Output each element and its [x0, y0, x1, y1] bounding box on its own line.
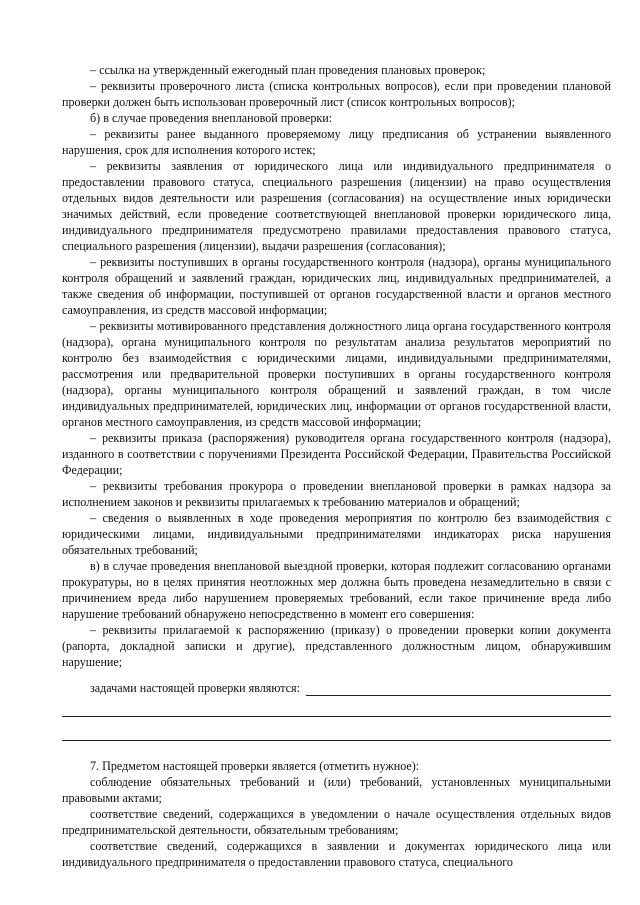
section7-item-application: соответствие сведений, содержащихся в заявлении и документах юридического лица или индивидуального предпринимателя о предоставлении правового статуса, специального: [62, 839, 611, 869]
paragraph-motivated-submission: – реквизиты мотивированного представления должностного лица органа государственного контроля (надзора), органа муниципального контроля по результатам анализа результатов мероприятий по контролю без взаимодействия с юридическими лицами, индивидуальными предпринимателями, рассмотрения или предварительной проверки поступивших в органы государственного контроля (надзора), органы муниципального контроля обращений и заявлений граждан, в том числе индивидуальных предпринимателей, юридических лиц, информации от органов государственной власти, органов местного самоуправления, из средств массовой информации;: [62, 319, 611, 429]
paragraph-prosecutor-demand: – реквизиты требования прокурора о проведении внеплановой проверки в рамках надзора за исполнением законов и реквизиты прилагаемых к требованию материалов и обращений;: [62, 479, 611, 509]
tasks-fill-line-2[interactable]: [62, 704, 611, 717]
paragraph-complaints: – реквизиты поступивших в органы государственного контроля (надзора), органы муниципального контроля обращений и заявлений граждан, юридических лиц, индивидуальных предпринимателей, а также сведения об информации, поступившей от органов государственной власти и органов местного самоуправления, из средств массовой информации;: [62, 255, 611, 317]
tasks-fill-line[interactable]: [306, 684, 611, 696]
paragraph-attached-copy: – реквизиты прилагаемой к распоряжению (приказу) о проведении проверки копии документа (рапорта, докладной записки и другие), представленного должностным лицом, обнаружившим нарушение;: [62, 623, 611, 669]
paragraph-prior-order: – реквизиты ранее выданного проверяемому лицу предписания об устранении выявленного нарушения, срок для исполнения которого истек;: [62, 127, 611, 157]
section7-item-notification: соответствие сведений, содержащихся в уведомлении о начале осуществления отдельных видов предпринимательской деятельности, обязательным требованиям;: [62, 807, 611, 837]
section7-heading: 7. Предметом настоящей проверки является (отметить нужное):: [90, 759, 420, 773]
paragraph-president-order: – реквизиты приказа (распоряжения) руководителя органа государственного контроля (надзора), изданного в соответствии с поручениями Президента Российской Федерации, Правительства Российской Федерации;: [62, 431, 611, 477]
paragraph-checklist: – реквизиты проверочного листа (списка контрольных вопросов), если при проведении плановой проверки должен быть использован проверочный лист (список контрольных вопросов);: [62, 79, 611, 109]
tasks-row: [62, 680, 611, 696]
document-page: [62, 62, 611, 870]
section7-item-requirements: соблюдение обязательных требований и (или) требований, установленных муниципальными правовыми актами;: [62, 775, 611, 805]
tasks-label: задачами настоящей проверки являются:: [90, 681, 300, 695]
paragraph-risk-indicators: – сведения о выявленных в ходе проведения мероприятия по контролю без взаимодействия с юридическими лицами, индивидуальными предпринимателями индикаторах риска нарушения обязательных требований;: [62, 511, 611, 557]
paragraph-unscheduled-heading: б) в случае проведения внеплановой проверки:: [90, 111, 333, 125]
paragraph-plan-link: – ссылка на утвержденный ежегодный план проведения плановых проверок;: [90, 63, 486, 77]
paragraph-urgent-inspection: в) в случае проведения внеплановой выездной проверки, которая подлежит согласованию органами прокуратуры, но в целях принятия неотложных мер должна быть проведена незамедлительно в связи с причинением вреда либо нарушением проверяемых требований, если такое причинение вреда либо нарушение требований обнаружено непосредственно в момент его совершения:: [62, 559, 611, 621]
paragraph-application: – реквизиты заявления от юридического лица или индивидуального предпринимателя о предоставлении правового статуса, специального разрешения (лицензии) на право осуществления отдельных видов деятельности или разрешения (согласования) на осуществление иных юридически значимых действий, если проведение соответствующей внеплановой проверки юридического лица, индивидуального предпринимателя предусмотрено правилами предоставления правового статуса, специального разрешения (лицензии), выдачи разрешения (согласования);: [62, 159, 611, 253]
tasks-fill-line-3[interactable]: [62, 728, 611, 741]
spacer: [62, 741, 611, 758]
